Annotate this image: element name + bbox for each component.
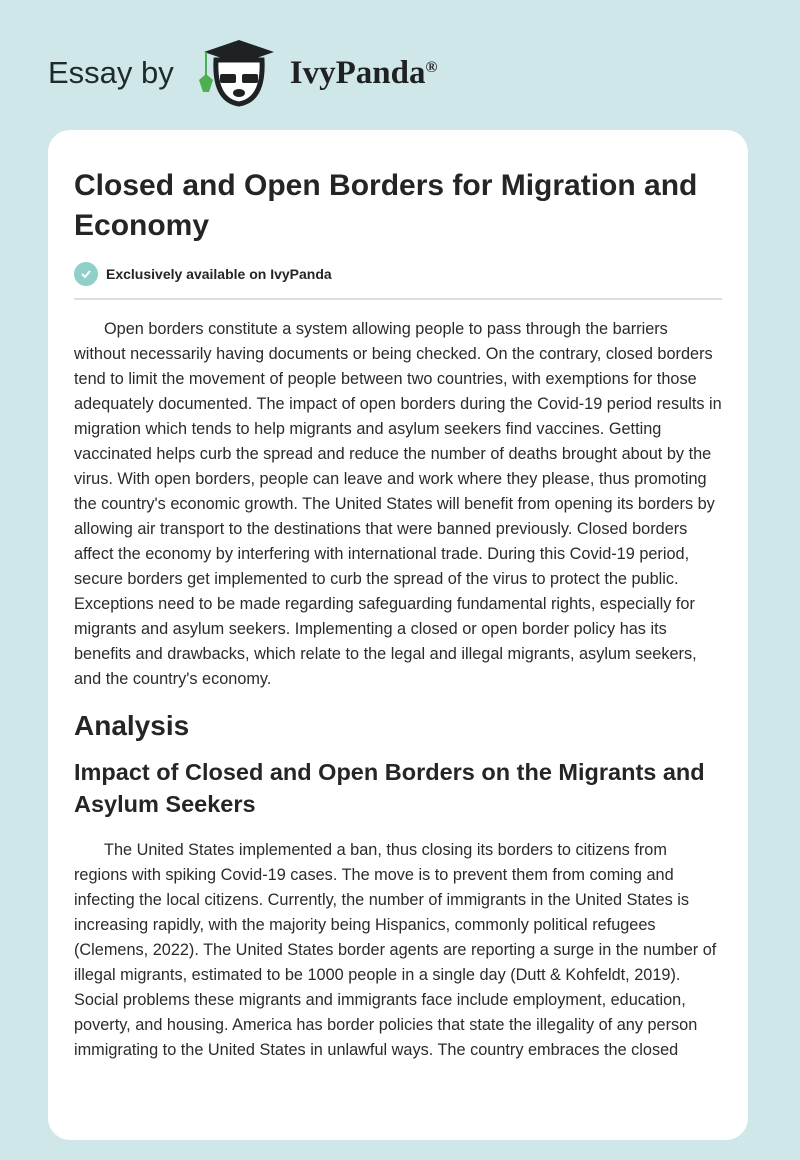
- intro-paragraph: Open borders constitute a system allowing people to pass through the barriers without necessarily having documents or being checked. On the contrary, closed borders tend to limit the movement of people between two countries, with exemptions for those adequately documented. The impact of open borders during the Covid-19 period results in migration which tends to help migrants and asylum seekers find vaccines. Getting vaccinated helps curb the spread and reduce the number of deaths brought about by the virus. With open borders, people can leave and work where they please, thus promoting the country's economic growth. The United States will benefit from opening its borders by allowing air transport to the destinations that were banned previously. Closed borders affect the economy by interfering with international trade. During this Covid-19 period, secure borders get implemented to curb the spread of the virus to protect the public. Exceptions need to be made regarding safeguarding fundamental rights, especially for migrants and asylum seekers. Implementing a closed or open border policy has its benefits and drawbacks, which relate to the legal and illegal migrants, asylum seekers, and the country's economy.: [74, 320, 722, 688]
- exclusive-badge: [74, 262, 722, 300]
- brand-name: IvyPanda®: [289, 54, 438, 91]
- page-title: Closed and Open Borders for Migration and Economy: [74, 169, 698, 242]
- site-header: [48, 38, 437, 108]
- check-icon: [74, 262, 98, 286]
- badge-label: Exclusively available on IvyPanda: [106, 266, 332, 282]
- ivypanda-logo-icon[interactable]: [194, 38, 284, 108]
- section-heading: Analysis: [74, 710, 190, 741]
- body-paragraph: The United States implemented a ban, thus closing its borders to citizens from regions with spiking Covid-19 cases. The move is to prevent them from coming and infecting the local citizens. Currently, the number of immigrants in the United States is increasing rapidly, with the majority being Hispanics, commonly political refugees (Clemens, 2022). The United States border agents are reporting a surge in the number of illegal migrants, estimated to be 1000 people in a single day (Dutt & Kohfeldt, 2019). Social problems these migrants and immigrants face include employment, education, poverty, and housing. America has border policies that state the illegality of any person immigrating to the United States in unlawful ways. The country embraces the closed: [74, 841, 717, 1059]
- essay-card: [48, 130, 748, 1140]
- subsection-heading: Impact of Closed and Open Borders on the Migrants and Asylum Seekers: [74, 759, 705, 817]
- essay-by-label: Essay by: [48, 55, 174, 90]
